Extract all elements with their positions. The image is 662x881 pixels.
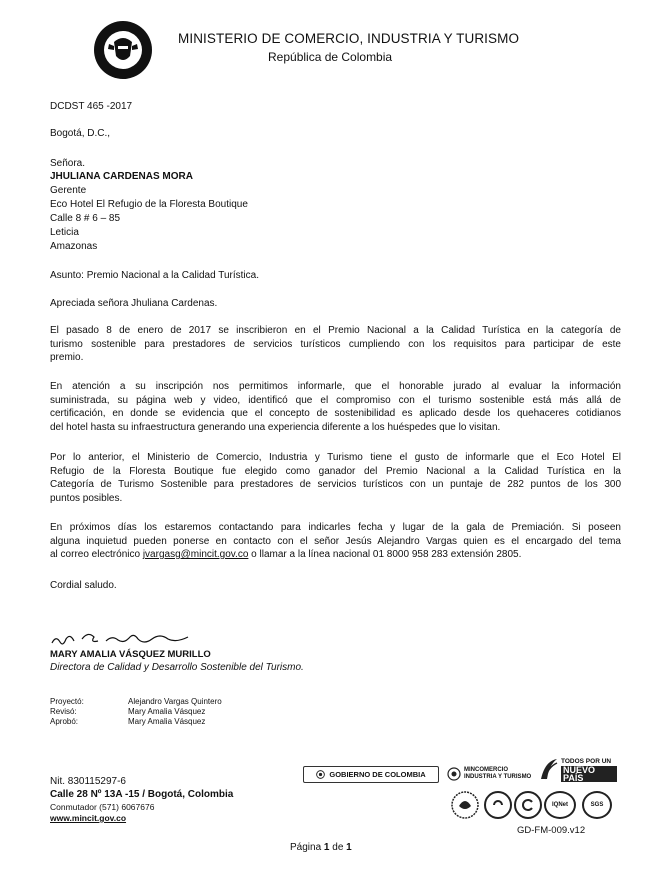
paragraph-line: alguna inquietud pueden ponerse en contacto con el señor Jesús Alejandro Vargas quien es el encargado del tema xyxy=(50,535,621,547)
mincomercio-text-1: MINCOMERCIO xyxy=(464,767,508,773)
environment-cert-icon xyxy=(514,791,542,819)
place-date: Bogotá, D.C., xyxy=(50,128,111,139)
paragraph-line: Refugio de la Floresta Boutique fue elegido como ganador del Premio Nacional a la Calidad Turística en la xyxy=(50,465,621,477)
paragraph-line: El pasado 8 de enero de 2017 se inscribieron en el Premio Nacional a la Calidad Turística en la categoría de xyxy=(50,325,621,336)
ministry-name: MINISTERIO DE COMERCIO, INDUSTRIA Y TURISMO xyxy=(178,31,520,46)
email-link[interactable]: jvargasg@mincit.gov.co xyxy=(142,549,249,560)
approval-label: Revisó: xyxy=(50,707,77,716)
country-name: República de Colombia xyxy=(268,50,393,64)
paragraph-line: Categoría de Turismo Sostenible para prestadores de servicios turísticos con un puntaje de 282 puntos de los 300 xyxy=(50,479,621,490)
page-prefix: Página xyxy=(290,842,324,853)
paragraph-line: suministrada, su página web y video, identificó que el compromiso con el turismo sostenible está más allá de xyxy=(50,394,621,406)
approval-label: Aprobó: xyxy=(50,717,79,726)
recipient-address: Calle 8 # 6 – 85 xyxy=(50,213,121,224)
signer-name: MARY AMALIA VÁSQUEZ MURILLO xyxy=(50,649,211,660)
footer-website-link[interactable]: www.mincit.gov.co xyxy=(50,813,127,823)
recipient-company: Eco Hotel El Refugio de la Floresta Boutique xyxy=(50,199,248,210)
greeting-line: Apreciada señora Jhuliana Cardenas. xyxy=(50,298,218,309)
paragraph-line: Por lo anterior, el Ministerio de Comercio, Industria y Turismo tiene el gusto de informarle que el Eco Hotel El xyxy=(50,452,621,463)
paragraph-4 xyxy=(50,521,621,562)
closing-line: Cordial saludo. xyxy=(50,580,117,591)
document-code: GD-FM-009.v12 xyxy=(517,825,586,836)
paragraph-line: puntos posibles. xyxy=(50,492,123,504)
seal-certification-icon xyxy=(450,790,480,820)
approval-value: Mary Amalia Vásquez xyxy=(128,717,206,726)
signer-title: Directora de Calidad y Desarrollo Sostenible del Turismo. xyxy=(50,662,304,673)
mincomercio-logo xyxy=(447,764,533,784)
approval-value: Alejandro Vargas Quintero xyxy=(128,697,222,706)
paragraph-line: turismo sostenible para prestadores de servicios turísticos cumpliendo con los requisitos para participar de este xyxy=(50,338,621,350)
todos-text-1: TODOS POR UN xyxy=(561,758,612,765)
paragraph-line: En atención a su inscripción nos permitimos informarle, que el honorable jurado al evaluar la información xyxy=(50,381,621,392)
paragraph-line: En próximos días los estaremos contactando para indicarles fecha y lugar de la gala de Premiación. Si poseen xyxy=(50,522,621,533)
email-prefix: al correo electrónico xyxy=(50,549,143,560)
iqnet-cert-icon: IQNet xyxy=(544,791,576,819)
paragraph-2 xyxy=(50,380,621,434)
paragraph-line xyxy=(50,548,621,562)
footer-address: Calle 28 Nº 13A -15 / Bogotá, Colombia xyxy=(50,789,234,800)
recipient-role: Gerente xyxy=(50,185,87,196)
approval-label: Proyectó: xyxy=(50,697,84,706)
gobierno-text: GOBIERNO DE COLOMBIA xyxy=(329,770,426,779)
salutation-title: Señora. xyxy=(50,158,86,169)
page-number xyxy=(290,842,352,853)
gobierno-logo xyxy=(303,766,439,783)
gobierno-seal-icon xyxy=(316,770,325,779)
paragraph-line: premio. xyxy=(50,352,84,363)
paragraph-line: certificación, en donde se evidencia que el concepto de sostenibilidad es aplicado desde los quehaceres cotidianos xyxy=(50,408,621,419)
todos-por-un-nuevo-pais-logo xyxy=(539,755,617,787)
handwritten-signature xyxy=(48,627,208,649)
page-current: 1 xyxy=(323,842,330,853)
todos-text-2: NUEVO PAÍS xyxy=(561,766,617,782)
coat-of-arms-seal xyxy=(93,20,153,80)
subject-line: Asunto: Premio Nacional a la Calidad Turística. xyxy=(50,270,259,281)
email-suffix: o llamar a la línea nacional 01 8000 958 283 extensión 2805. xyxy=(248,549,522,560)
page-mid: de xyxy=(329,842,347,853)
approval-value: Mary Amalia Vásquez xyxy=(128,707,206,716)
footer-phone: Conmutador (571) 6067676 xyxy=(50,802,155,812)
footer-nit: Nit. 830115297-6 xyxy=(50,776,126,787)
recipient-city: Leticia xyxy=(50,227,79,238)
mincomercio-seal-icon xyxy=(447,767,461,781)
recipient-name: JHULIANA CARDENAS MORA xyxy=(50,171,193,182)
paragraph-1 xyxy=(50,324,621,365)
paragraph-line: del hotel hasta su infraestructura generando una experiencia diferente a los huéspedes que lo visitan. xyxy=(50,421,501,433)
mincomercio-text-2: INDUSTRIA Y TURISMO xyxy=(464,774,532,780)
reference-number: DCDST 465 -2017 xyxy=(50,101,133,112)
paragraph-3 xyxy=(50,451,621,505)
page-total: 1 xyxy=(346,842,352,853)
quality-cert-icon xyxy=(484,791,512,819)
sgs-cert-icon: SGS xyxy=(582,791,612,819)
flag-swoosh-icon xyxy=(539,757,559,781)
recipient-region: Amazonas xyxy=(50,241,98,252)
